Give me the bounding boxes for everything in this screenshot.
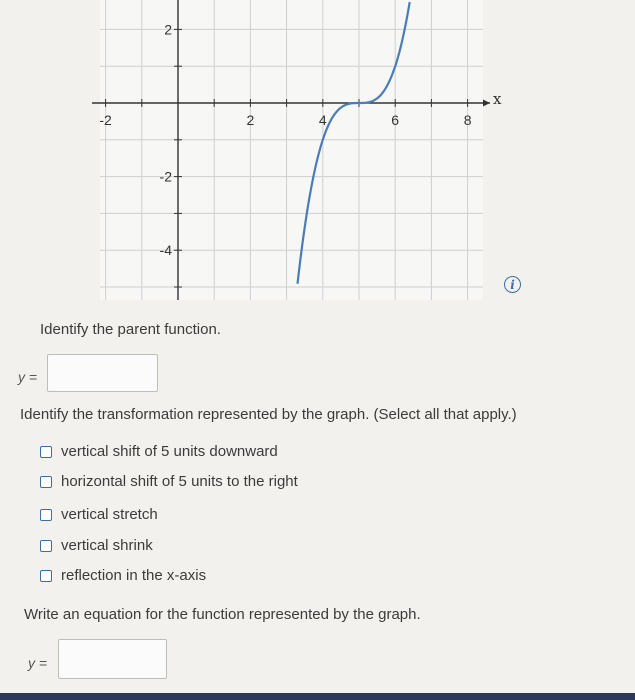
- option-label: vertical stretch: [61, 506, 158, 523]
- option-vertical-shrink[interactable]: [40, 537, 153, 554]
- y-tick-label: -2: [159, 168, 172, 185]
- option-label: vertical shift of 5 units downward: [61, 443, 278, 460]
- x-tick-label: 2: [246, 112, 255, 128]
- x-tick-label: 4: [318, 112, 327, 128]
- bottom-bar: [0, 693, 635, 700]
- option-label: vertical shrink: [61, 537, 153, 554]
- y-equals-label: y =: [28, 655, 48, 671]
- checkbox[interactable]: [40, 540, 52, 552]
- x-tick-label: 6: [391, 112, 400, 128]
- option-vertical-stretch[interactable]: [40, 506, 158, 523]
- parent-function-input[interactable]: [47, 354, 158, 392]
- transformation-prompt: Identify the transformation represented by the graph. (Select all that apply.): [20, 406, 517, 423]
- equation-prompt: Write an equation for the function represented by the graph.: [24, 606, 421, 623]
- checkbox[interactable]: [40, 509, 52, 521]
- grid-lines: [100, 0, 483, 300]
- option-label: reflection in the x-axis: [61, 567, 207, 584]
- option-horizontal-shift-right[interactable]: [40, 473, 298, 490]
- x-axis-label: x: [493, 90, 502, 108]
- checkbox[interactable]: [40, 476, 52, 488]
- option-vertical-shift-down[interactable]: [40, 443, 278, 460]
- x-axis-arrow: [483, 100, 490, 107]
- checkbox[interactable]: [40, 570, 52, 582]
- y-tick-label: -4: [159, 242, 172, 259]
- y-tick-label: 2: [164, 21, 172, 38]
- option-reflection-x-axis[interactable]: [40, 567, 206, 584]
- info-icon[interactable]: i: [504, 276, 521, 293]
- equation-input[interactable]: [58, 639, 167, 679]
- option-label: horizontal shift of 5 units to the right: [61, 473, 298, 490]
- cubic-graph: [0, 0, 635, 310]
- y-equals-label: y =: [18, 369, 38, 385]
- x-tick-label: -2: [99, 112, 112, 128]
- checkbox[interactable]: [40, 446, 52, 458]
- x-tick-label: 8: [463, 112, 472, 128]
- parent-function-prompt: Identify the parent function.: [40, 321, 221, 338]
